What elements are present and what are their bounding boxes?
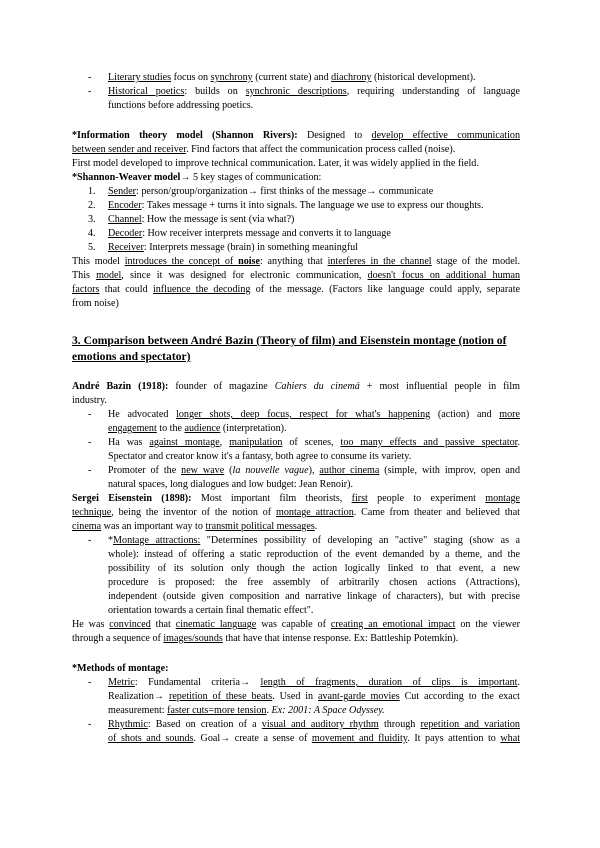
text-line	[108, 451, 411, 463]
text-run: factors	[72, 284, 100, 295]
text-line	[72, 284, 520, 296]
text-run: Decoder	[108, 228, 143, 239]
list-item	[108, 242, 358, 254]
text-run: that have that intense response. Ex: Battleship Potemkin).	[222, 633, 459, 644]
text-line	[72, 395, 107, 407]
text-run: Receiver	[108, 242, 144, 253]
text-run: synchrony	[210, 72, 253, 83]
text-run: This	[72, 270, 97, 281]
text-run: Cut according to the exact	[399, 691, 520, 702]
text-run: (historical development).	[371, 72, 476, 83]
text-run: longer shots, deep focus, respect for what's happening	[176, 409, 431, 420]
list-number: 4.	[88, 228, 96, 239]
text-run: 3. Comparison between André Bazin (Theory of film) and Eisenstein montage (notion of	[72, 334, 507, 347]
text-run: length of fragments, duration of clips is important	[260, 677, 518, 688]
text-run: cinematic language	[175, 619, 257, 630]
bullet-dash: -	[88, 677, 92, 688]
bullet-dash: -	[88, 86, 92, 97]
text-run: diachrony	[331, 72, 372, 83]
text-line	[72, 144, 455, 156]
text-run: movement and fluidity	[311, 733, 408, 744]
text-line	[72, 158, 479, 170]
text-run: , being the inventor of the notion of	[111, 507, 277, 518]
text-run: through	[378, 719, 421, 730]
text-run: . It pays attention to	[407, 733, 501, 744]
text-line	[108, 719, 520, 731]
section-heading	[72, 334, 506, 348]
text-line	[108, 705, 385, 717]
text-run: : person/group/organization→ first thinks of the message→ communicate	[136, 186, 434, 197]
text-run: from noise)	[72, 298, 119, 309]
text-run: Sergei Eisenstein (1898):	[72, 493, 192, 504]
list-item	[108, 214, 294, 226]
section-heading	[72, 350, 191, 364]
text-run: Promoter of the	[108, 465, 182, 476]
text-line	[108, 605, 313, 617]
list-item	[108, 228, 391, 240]
text-run: emotions and spectator)	[72, 350, 191, 363]
text-run: visual and auditory rhythm	[261, 719, 379, 730]
text-run: Channel	[108, 214, 142, 225]
text-line	[108, 535, 520, 547]
text-line	[108, 72, 476, 84]
text-run: too many effects and passive spectator	[340, 437, 518, 448]
text-run: : How receiver interprets message and converts it to language	[142, 228, 391, 239]
text-run: montage attraction	[276, 507, 354, 518]
text-run: audience	[184, 423, 221, 434]
text-run: .	[266, 705, 272, 716]
text-run: to the	[156, 423, 185, 434]
bullet-dash: -	[88, 535, 92, 546]
text-run: of shots and sounds	[108, 733, 194, 744]
text-run: André Bazin (1918):	[72, 381, 169, 392]
text-run: orientation towards a certain final thematic effect".	[108, 605, 314, 616]
text-run: possibility of its solution only though the action logically linked to that event, a new	[108, 563, 520, 574]
text-run: He was	[72, 619, 110, 630]
text-run: independent (outside given composition and narrative linkage of characters), but with precise	[108, 591, 520, 602]
text-run: This model	[72, 256, 125, 267]
text-run: (	[224, 465, 233, 476]
text-run: founder of magazine	[168, 381, 275, 392]
text-run: introduces the concept of	[124, 256, 239, 267]
text-run: repetition and variation	[420, 719, 520, 730]
text-run: people to experiment	[367, 493, 486, 504]
text-line	[72, 619, 520, 631]
text-run: that could	[99, 284, 153, 295]
bullet-dash: -	[88, 719, 92, 730]
text-run: natural spaces, long dialogues and low budget: Jean Renoir).	[108, 479, 353, 490]
text-run: manipulation	[229, 437, 283, 448]
text-run: cinema	[72, 521, 102, 532]
text-run: . Came from theater and believed that	[353, 507, 520, 518]
text-line	[72, 256, 520, 268]
text-line	[108, 437, 520, 449]
text-line	[108, 100, 253, 112]
text-run: . Find factors that affect the communication process called (noise).	[186, 144, 456, 155]
text-run: .	[517, 677, 520, 688]
text-line	[72, 493, 520, 505]
text-run: (action) and	[430, 409, 500, 420]
text-run: model	[96, 270, 122, 281]
text-line	[72, 130, 520, 142]
text-run: was an important way to	[101, 521, 206, 532]
text-line	[72, 270, 520, 282]
text-run: images/sounds	[163, 633, 223, 644]
text-run: : builds on	[184, 86, 246, 97]
text-line	[108, 563, 520, 575]
text-run: He advocated	[108, 409, 177, 420]
text-run: of the message. (Factors like language could apply, separate	[250, 284, 520, 295]
text-line	[108, 479, 353, 491]
bullet-dash: -	[88, 409, 92, 420]
text-run: , since it was designed for electronic communication,	[121, 270, 368, 281]
text-run: *	[108, 535, 114, 546]
text-run: noise	[238, 256, 260, 267]
list-item	[108, 186, 433, 198]
text-run: Historical poetics	[108, 86, 185, 97]
text-run: procedure is proposed: the free assembly of arbitrarily chosen actions (Attractions),	[108, 577, 520, 588]
text-run: measurement:	[108, 705, 168, 716]
text-run: develop effective communication	[371, 130, 520, 141]
list-number: 5.	[88, 242, 96, 253]
text-run: first	[351, 493, 368, 504]
text-run: ,	[219, 437, 230, 448]
text-run: + most influential people in film	[359, 381, 520, 392]
text-run: "Determines possibility of developing an "active" staging (show as a	[200, 535, 520, 546]
text-line	[72, 381, 520, 393]
list-number: 3.	[88, 214, 96, 225]
text-line	[108, 591, 520, 603]
text-run: (simple, with improv, open and	[379, 465, 520, 476]
text-run: more	[499, 409, 521, 420]
text-run: convinced	[109, 619, 151, 630]
text-run: stage of the model.	[431, 256, 521, 267]
text-line	[108, 577, 520, 589]
text-run: Sender	[108, 186, 137, 197]
bullet-dash: -	[88, 437, 92, 448]
text-line	[72, 633, 458, 645]
text-run: focus on	[171, 72, 211, 83]
text-run: (current state) and	[252, 72, 332, 83]
text-run: *Shannon-Weaver model→	[72, 172, 191, 183]
list-number: 2.	[88, 200, 96, 211]
text-run: against montage	[149, 437, 220, 448]
text-run: of scenes,	[282, 437, 341, 448]
text-run: la nouvelle vague	[232, 465, 309, 476]
text-run: : Based on creation of a	[147, 719, 262, 730]
text-run: what	[500, 733, 520, 744]
text-run: Montage attractions:	[113, 535, 201, 546]
text-run: through a sequence of	[72, 633, 164, 644]
text-run: new wave	[181, 465, 225, 476]
text-run: Cahiers du cinemá	[274, 381, 360, 392]
text-line	[72, 507, 520, 519]
list-number: 1.	[88, 186, 96, 197]
text-run: interferes in the channel	[327, 256, 432, 267]
text-line	[108, 86, 520, 98]
text-run: Ex: 2001: A Space Odyssey.	[271, 705, 385, 716]
text-run: . Used in	[272, 691, 318, 702]
text-run: *Information theory model (Shannon Rivers):	[72, 130, 298, 141]
text-line	[108, 409, 520, 421]
text-run: Encoder	[108, 200, 142, 211]
text-run: faster cuts=more tension	[167, 705, 267, 716]
text-run: 5 key stages of communication:	[190, 172, 322, 183]
text-run: .	[517, 437, 521, 448]
text-run: : Fundamental criteria→	[134, 677, 261, 688]
text-run: Most important film theorists,	[191, 493, 352, 504]
text-line	[108, 691, 520, 703]
bullet-dash: -	[88, 72, 92, 83]
text-run: : How the message is sent (via what?)	[141, 214, 295, 225]
text-run: .	[314, 521, 318, 532]
text-run: industry.	[72, 395, 107, 406]
text-run: engagement	[108, 423, 157, 434]
text-run: avant-garde movies	[318, 691, 400, 702]
text-run: ),	[308, 465, 320, 476]
text-run: (interpretation).	[220, 423, 287, 434]
text-run: Spectator and creator know it's a fantasy, both agree to consume its variety.	[108, 451, 412, 462]
text-run: Metric	[108, 677, 135, 688]
text-run: whole): instead of offering a static reproduction of the event demanded by a theme, and the	[108, 549, 520, 560]
text-run: : Interprets message (brain) in something meaningful	[143, 242, 359, 253]
text-run: , requiring understanding of language	[346, 86, 520, 97]
text-run: functions before addressing poetics.	[108, 100, 254, 111]
bullet-dash: -	[88, 465, 92, 476]
text-run: influence the decoding	[152, 284, 251, 295]
text-run: was capable of	[256, 619, 331, 630]
text-run: . Goal→ create a sense of	[193, 733, 312, 744]
text-line	[72, 172, 321, 184]
text-run: creating an emotional impact	[330, 619, 456, 630]
text-run: Realization→	[108, 691, 169, 702]
text-run: repetition of these beats	[168, 691, 273, 702]
text-run: technique	[72, 507, 112, 518]
text-run: *Methods of montage:	[72, 663, 169, 674]
text-run: First model developed to improve technical communication. Later, it was widely applied in the field.	[72, 158, 479, 169]
text-run: montage	[485, 493, 520, 504]
text-run: that	[150, 619, 176, 630]
text-run: Designed to	[297, 130, 372, 141]
text-run: author cinema	[319, 465, 380, 476]
text-line	[108, 423, 287, 435]
text-run: synchronic descriptions	[245, 86, 347, 97]
text-run: : Takes message + turns it into signals. The language we use to express our thoughts.	[141, 200, 484, 211]
text-line	[72, 298, 119, 310]
text-line	[72, 663, 168, 675]
text-run: Rhythmic	[108, 719, 148, 730]
text-line	[108, 549, 520, 561]
text-line	[108, 733, 520, 745]
text-run: on the viewer	[455, 619, 521, 630]
text-line	[108, 677, 520, 689]
text-line	[72, 521, 317, 533]
text-run: : anything that	[259, 256, 328, 267]
text-run: doesn't focus on additional human	[367, 270, 520, 281]
text-run: between sender and receiver	[72, 144, 187, 155]
text-line	[108, 465, 520, 477]
text-run: transmit political messages	[205, 521, 315, 532]
text-run: Literary studies	[108, 72, 172, 83]
list-item	[108, 200, 484, 212]
text-run: Ha was	[108, 437, 150, 448]
